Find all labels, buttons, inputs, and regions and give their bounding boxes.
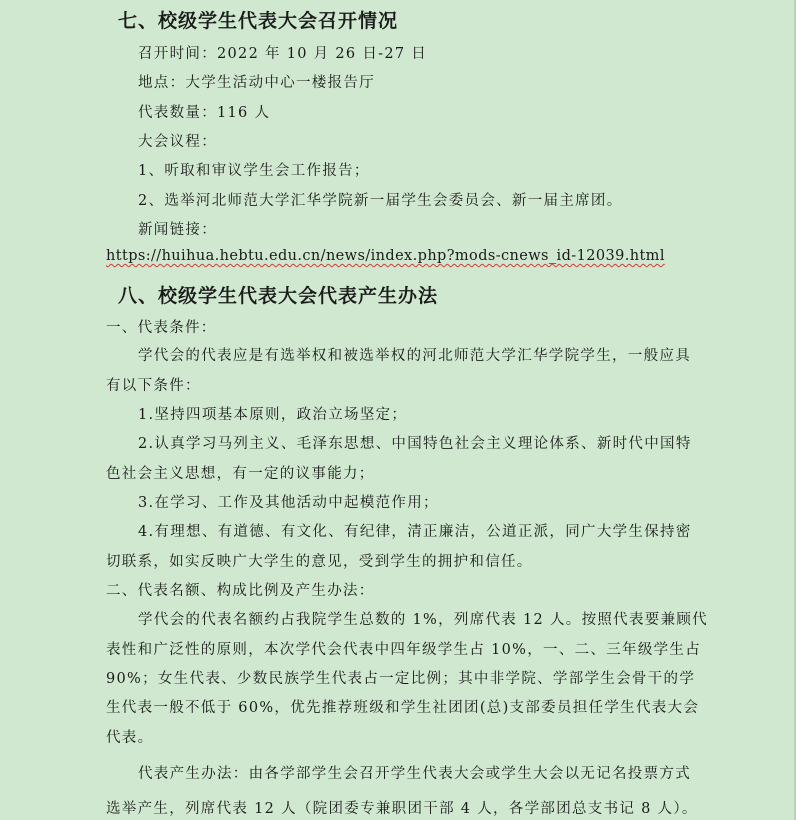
news-link[interactable]: https://huihua.hebtu.edu.cn/news/index.php?mods-cnews_id-12039.html xyxy=(106,248,665,264)
quota-line-2: 表性和广泛性的原则，本次学代会代表中四年级学生占 10%，一、二、三年级学生占 xyxy=(106,642,702,658)
delegate-count: 代表数量：116 人 xyxy=(138,105,271,121)
quota-line-4: 生代表一般不低于 60%，优先推荐班级和学生社团团(总)支部委员担任学生代表大会 xyxy=(106,700,700,716)
conditions-intro-1: 学代会的代表应是有选举权和被选举权的河北师范大学汇华学院学生，一般应具 xyxy=(138,348,691,364)
condition-2b: 色社会主义思想，有一定的议事能力； xyxy=(106,466,375,482)
quota-line-5: 代表。 xyxy=(106,730,154,746)
conditions-title: 一、代表条件： xyxy=(106,320,217,336)
condition-1: 1.坚持四项基本原则，政治立场坚定； xyxy=(138,407,408,423)
news-label: 新闻链接： xyxy=(138,222,217,238)
method-line-1: 代表产生办法：由各学部学生会召开学生代表大会或学生大会以无记名投票方式 xyxy=(138,766,691,782)
section-7-heading: 七、校级学生代表大会召开情况 xyxy=(118,10,399,32)
quota-line-1: 学代会的代表名额约占我院学生总数的 1%，列席代表 12 人。按照代表要兼顾代 xyxy=(138,612,708,628)
meeting-time: 召开时间：2022 年 10 月 26 日-27 日 xyxy=(138,46,428,62)
condition-4a: 4.有理想、有道德、有文化、有纪律，清正廉洁，公道正派，同广大学生保持密 xyxy=(138,524,692,540)
condition-2a: 2.认真学习马列主义、毛泽东思想、中国特色社会主义理论体系、新时代中国特 xyxy=(138,436,692,452)
section-8-heading: 八、校级学生代表大会代表产生办法 xyxy=(118,285,439,307)
quota-title: 二、代表名额、构成比例及产生办法： xyxy=(106,583,375,599)
condition-3: 3.在学习、工作及其他活动中起模范作用； xyxy=(138,495,439,511)
agenda-item-2: 2、选举河北师范大学汇华学院新一届学生会委员会、新一届主席团。 xyxy=(138,193,623,209)
condition-4b: 切联系，如实反映广大学生的意见，受到学生的拥护和信任。 xyxy=(106,554,533,570)
method-line-2: 选举产生，列席代表 12 人（院团委专兼职团干部 4 人，各学部团总支书记 8 人）。 xyxy=(106,801,698,817)
agenda-label: 大会议程： xyxy=(138,134,217,150)
agenda-item-1: 1、听取和审议学生会工作报告； xyxy=(138,163,370,179)
conditions-intro-2: 有以下条件： xyxy=(106,378,201,394)
meeting-location: 地点：大学生活动中心一楼报告厅 xyxy=(138,75,375,91)
quota-line-3: 90%；女生代表、少数民族学生代表占一定比例；其中非学院、学部学生会骨干的学 xyxy=(106,671,696,687)
